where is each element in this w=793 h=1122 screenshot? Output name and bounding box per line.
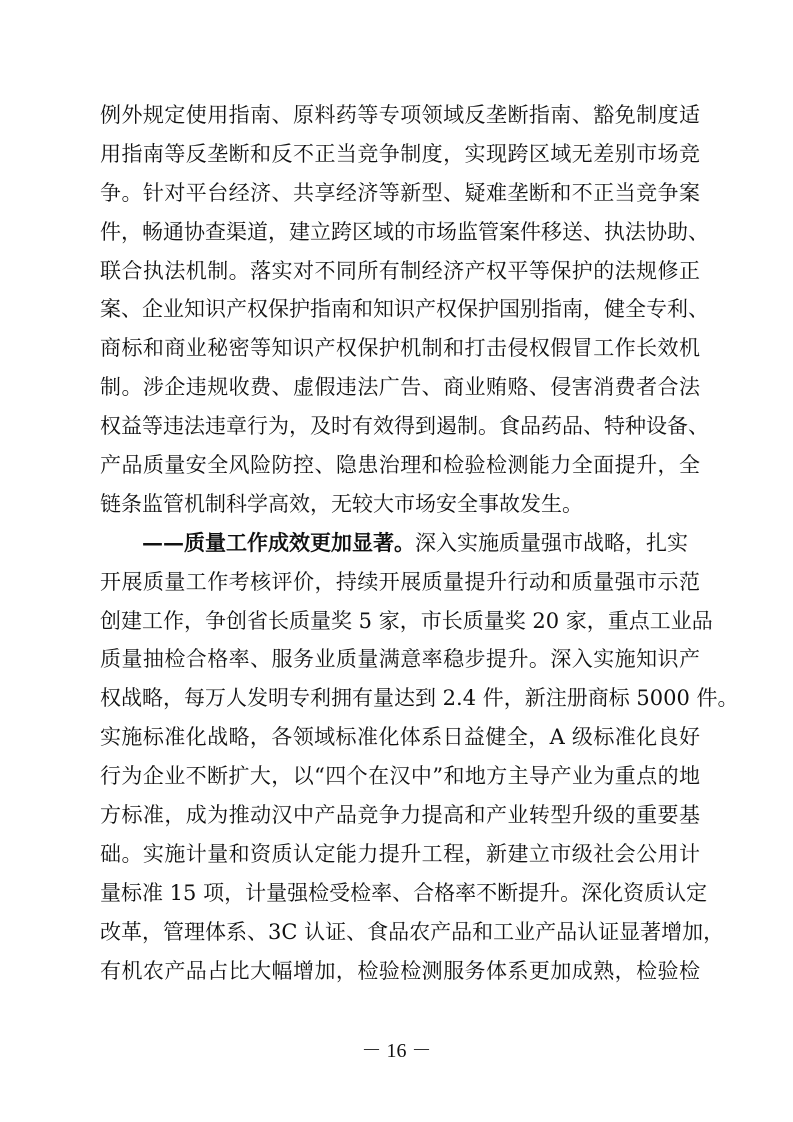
- paragraph-market-supervision: [100, 96, 709, 524]
- text-line: 权益等违法违章行为，及时有效得到遏制。食品药品、特种设备、: [100, 414, 709, 439]
- document-body: [100, 96, 739, 990]
- text-line: 础。实施计量和资质认定能力提升工程，新建立市级社会公用计: [100, 841, 700, 866]
- text-line: 改革，管理体系、3C 认证、食品农产品和工业产品认证显著增加，: [100, 919, 725, 944]
- text-line: 方标准，成为推动汉中产品竞争力提高和产业转型升级的重要基: [100, 803, 700, 828]
- text-line: 量标准 15 项，计量强检受检率、合格率不断提升。深化资质认定: [100, 880, 708, 905]
- text-line: 制。涉企违规收费、虚假违法广告、商业贿赂、侵害消费者合法: [100, 375, 700, 400]
- text-line: 商标和商业秘密等知识产权保护机制和打击侵权假冒工作长效机: [100, 336, 700, 361]
- text-line: 产品质量安全风险防控、隐患治理和检验检测能力全面提升，全: [100, 453, 700, 478]
- text-line: 质量抽检合格率、服务业质量满意率稳步提升。深入实施知识产: [100, 647, 700, 672]
- text-line: 链条监管机制科学高效，无较大市场安全事故发生。: [100, 491, 583, 516]
- text-line: 用指南等反垄断和反不正当竞争制度，实现跨区域无差别市场竞: [100, 141, 700, 166]
- text-line: 行为企业不断扩大，以“四个在汉中”和地方主导产业为重点的地: [100, 764, 700, 789]
- text-line: 争。针对平台经济、共享经济等新型、疑难垄断和不正当竞争案: [100, 180, 700, 205]
- text-line: 联合执法机制。落实对不同所有制经济产权平等保护的法规修正: [100, 258, 700, 283]
- text-line: [100, 524, 700, 563]
- page-number: － 16 －: [361, 1040, 432, 1062]
- section-heading: ——质量工作成效更加显著。: [142, 529, 415, 555]
- text-line: 有机农产品占比大幅增加，检验检测服务体系更加成熟，检验检: [100, 958, 700, 983]
- text-line: 件，畅通协查渠道，建立跨区域的市场监管案件移送、执法协助、: [100, 219, 709, 244]
- paragraph-quality-work: [100, 524, 739, 991]
- text-line: 例外规定使用指南、原料药等专项领域反垄断指南、豁免制度适: [100, 103, 700, 127]
- text-line: 开展质量工作考核评价，持续开展质量提升行动和质量强市示范: [100, 569, 700, 594]
- text-line: 案、企业知识产权保护指南和知识产权保护国别指南，健全专利、: [100, 297, 709, 322]
- heading-line-rest: 深入实施质量强市战略，扎实: [415, 530, 688, 555]
- text-line: 实施标准化战略，各领域标准化体系日益健全，A 级标准化良好: [100, 725, 700, 750]
- text-line: 权战略，每万人发明专利拥有量达到 2.4 件，新注册商标 5000 件。: [100, 686, 739, 711]
- text-line: 创建工作，争创省长质量奖 5 家，市长质量奖 20 家，重点工业品: [100, 608, 713, 633]
